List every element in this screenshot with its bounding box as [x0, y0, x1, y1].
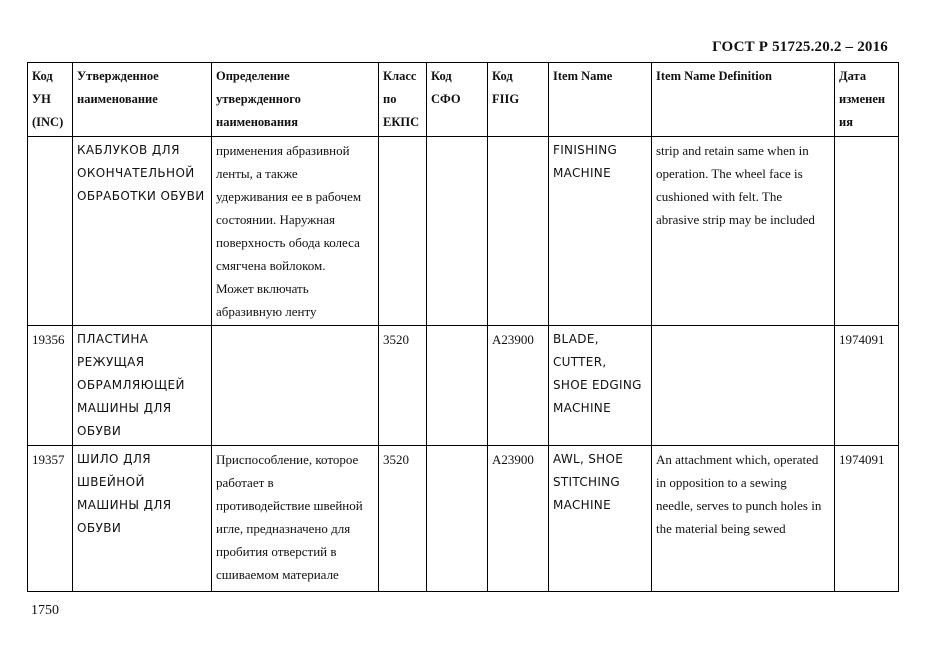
- cell-fiig-code: A23900: [488, 326, 549, 446]
- cell-inc: 19356: [28, 326, 73, 446]
- header-ekps-class: Класс по ЕКПС: [379, 63, 427, 137]
- header-sfo-code: Код СФО: [427, 63, 488, 137]
- cell-definition-ru: применения абразивной ленты, а также удерживания ее в рабочем состоянии. Наружная поверхность обода колеса смягчена войлоком. Может включать абразивную ленту: [212, 137, 379, 326]
- cell-ekps-class: 3520: [379, 446, 427, 592]
- header-definition: Определение утвержденного наименования: [212, 63, 379, 137]
- cell-item-definition: strip and retain same when in operation. The wheel face is cushioned with felt. The abrasive strip may be included: [652, 137, 835, 326]
- page-number: 1750: [31, 603, 59, 618]
- cell-sfo-code: [427, 446, 488, 592]
- cell-inc: 19357: [28, 446, 73, 592]
- cell-sfo-code: [427, 326, 488, 446]
- cell-fiig-code: [488, 137, 549, 326]
- header-approved-name: Утвержденное наименование: [73, 63, 212, 137]
- cell-change-date: 1974091: [835, 326, 899, 446]
- cell-definition-ru: [212, 326, 379, 446]
- cell-ekps-class: 3520: [379, 326, 427, 446]
- cell-change-date: 1974091: [835, 446, 899, 592]
- catalog-table: [27, 62, 899, 592]
- cell-approved-name: ПЛАСТИНА РЕЖУЩАЯ ОБРАМЛЯЮЩЕЙ МАШИНЫ ДЛЯ ОБУВИ: [73, 326, 212, 446]
- cell-change-date: [835, 137, 899, 326]
- header-inc-code: Код УН (INC): [28, 63, 73, 137]
- table-row: [28, 137, 899, 326]
- header-change-date: Дата изменен ия: [835, 63, 899, 137]
- cell-item-name: FINISHING MACHINE: [549, 137, 652, 326]
- cell-ekps-class: [379, 137, 427, 326]
- cell-definition-ru: Приспособление, которое работает в противодействие швейной игле, предназначено для пробития отверстий в сшиваемом материале: [212, 446, 379, 592]
- header-item-name-definition: Item Name Definition: [652, 63, 835, 137]
- cell-approved-name: КАБЛУКОВ ДЛЯ ОКОНЧАТЕЛЬНОЙ ОБРАБОТКИ ОБУВИ: [73, 137, 212, 326]
- cell-fiig-code: A23900: [488, 446, 549, 592]
- cell-item-definition: An attachment which, operated in opposition to a sewing needle, serves to punch holes in the material being sewed: [652, 446, 835, 592]
- cell-item-definition: [652, 326, 835, 446]
- cell-inc: [28, 137, 73, 326]
- cell-approved-name: ШИЛО ДЛЯ ШВЕЙНОЙ МАШИНЫ ДЛЯ ОБУВИ: [73, 446, 212, 592]
- cell-item-name: BLADE, CUTTER, SHOE EDGING MACHINE: [549, 326, 652, 446]
- cell-item-name: AWL, SHOE STITCHING MACHINE: [549, 446, 652, 592]
- header-item-name: Item Name: [549, 63, 652, 137]
- table-row: [28, 326, 899, 446]
- document-standard-title: ГОСТ Р 51725.20.2 – 2016: [712, 39, 888, 55]
- table-row: [28, 446, 899, 592]
- cell-sfo-code: [427, 137, 488, 326]
- header-fiig-code: Код FIIG: [488, 63, 549, 137]
- table-header-row: [28, 63, 899, 137]
